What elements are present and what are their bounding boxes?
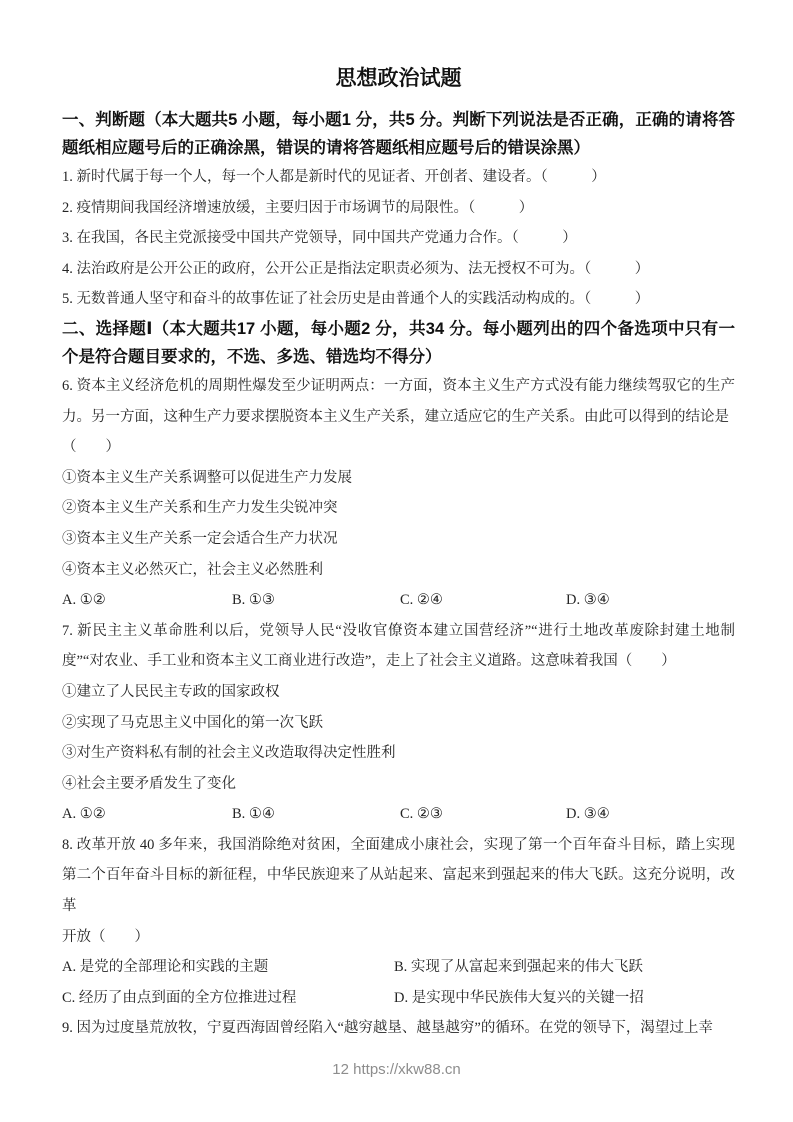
section2-heading: 二、选择题Ⅰ（本大题共17 小题，每小题2 分，共34 分。每小题列出的四个备选项中只有一个是符合题目要求的，不选、多选、错选均不得分） <box>62 319 735 366</box>
question-8-options-row-1 <box>62 952 735 983</box>
question-9-text: 9. 因为过度垦荒放牧，宁夏西海固曾经陷入“越穷越垦、越垦越穷”的循环。在党的领导下，渴望过上幸 <box>62 1020 713 1037</box>
question-6-item-2: ②资本主义生产关系和生产力发生尖锐冲突 <box>62 500 338 517</box>
question-7-item-4: ④社会主要矛盾发生了变化 <box>62 775 236 792</box>
exam-title: 思想政治试题 <box>335 67 462 90</box>
question-7-option-d: D. ③④ <box>566 806 610 823</box>
question-7-option-c: C. ②③ <box>400 806 443 823</box>
question-8-option-b: B. 实现了从富起来到强起来的伟大飞跃 <box>394 959 643 976</box>
question-7-item-1: ①建立了人民民主专政的国家政权 <box>62 683 280 700</box>
judgment-question-3: 3. 在我国，各民主党派接受中国共产党领导，同中国共产党通力合作。（ ） <box>62 230 577 247</box>
question-6-option-b: B. ①③ <box>232 592 275 609</box>
question-6 <box>62 371 735 616</box>
question-8-text: 8. 改革开放 40 多年来，我国消除绝对贫困，全面建成小康社会，实现了第一个百年奋斗目标，踏上实现第二个百年奋斗目标的新征程，中华民族迎来了从站起来、富起来到强起来的伟大飞跃。这充分说明，改革 <box>62 836 735 915</box>
question-8 <box>62 830 735 1014</box>
question-6-option-a: A. ①② <box>62 592 106 609</box>
question-7-options <box>62 799 735 830</box>
question-8-option-d: D. 是实现中华民族伟大复兴的关键一招 <box>394 989 644 1006</box>
question-7-item-3: ③对生产资料私有制的社会主义改造取得决定性胜利 <box>62 745 396 762</box>
question-7-option-b: B. ①④ <box>232 806 275 823</box>
page-content <box>62 0 735 1044</box>
question-7-option-a: A. ①② <box>62 806 106 823</box>
page-number-footer: 12 https://xkw88.cn <box>332 1061 461 1078</box>
question-6-options <box>62 585 735 616</box>
question-8-options-row-2 <box>62 983 735 1014</box>
question-6-text: 6. 资本主义经济危机的周期性爆发至少证明两点：一方面，资本主义生产方式没有能力继续驾驭它的生产力。另一方面，这种生产力要求摆脱资本主义生产关系，建立适应它的生产关系。由此可以得到的结论是 <box>62 377 735 425</box>
section1-heading: 一、判断题（本大题共5 小题，每小题1 分，共5 分。判断下列说法是否正确，正确的请将答题纸相应题号后的正确涂黑，错误的请将答题纸相应题号后的错误涂黑） <box>62 111 735 157</box>
question-6-item-3: ③资本主义生产关系一定会适合生产力状况 <box>62 530 338 547</box>
question-7 <box>62 616 735 830</box>
question-8-option-c: C. 经历了由点到面的全方位推进过程 <box>62 989 297 1006</box>
question-6-item-1: ①资本主义生产关系调整可以促进生产力发展 <box>62 469 352 486</box>
question-6-option-d: D. ③④ <box>566 592 610 609</box>
judgment-question-1: 1. 新时代属于每一个人，每一个人都是新时代的见证者、开创者、建设者。（ ） <box>62 169 606 185</box>
judgment-question-2: 2. 疫情期间我国经济增速放缓，主要归因于市场调节的局限性。（ ） <box>62 199 534 216</box>
question-8-text-tail: 开放（ ） <box>62 928 149 945</box>
judgment-question-4: 4. 法治政府是公开公正的政府，公开公正是指法定职责必须为、法无授权不可为。（ ） <box>62 260 650 277</box>
question-6-answer-blank: （ ） <box>62 439 120 456</box>
question-7-text: 7. 新民主主义革命胜利以后，党领导人民“没收官僚资本建立国营经济”“进行土地改革废除封建土地制度”“对农业、手工业和资本主义工商业进行改造”，走上了社会主义道路。这意味着我国（ ） <box>62 622 735 670</box>
question-7-item-2: ②实现了马克思主义中国化的第一次飞跃 <box>62 714 323 731</box>
question-6-item-4: ④资本主义必然灭亡，社会主义必然胜利 <box>62 561 323 578</box>
question-8-option-a: A. 是党的全部理论和实践的主题 <box>62 959 269 976</box>
judgment-question-list <box>62 162 735 315</box>
question-6-option-c: C. ②④ <box>400 592 443 609</box>
judgment-question-5: 5. 无数普通人坚守和奋斗的故事佐证了社会历史是由普通个人的实践活动构成的。（ ） <box>62 291 650 308</box>
